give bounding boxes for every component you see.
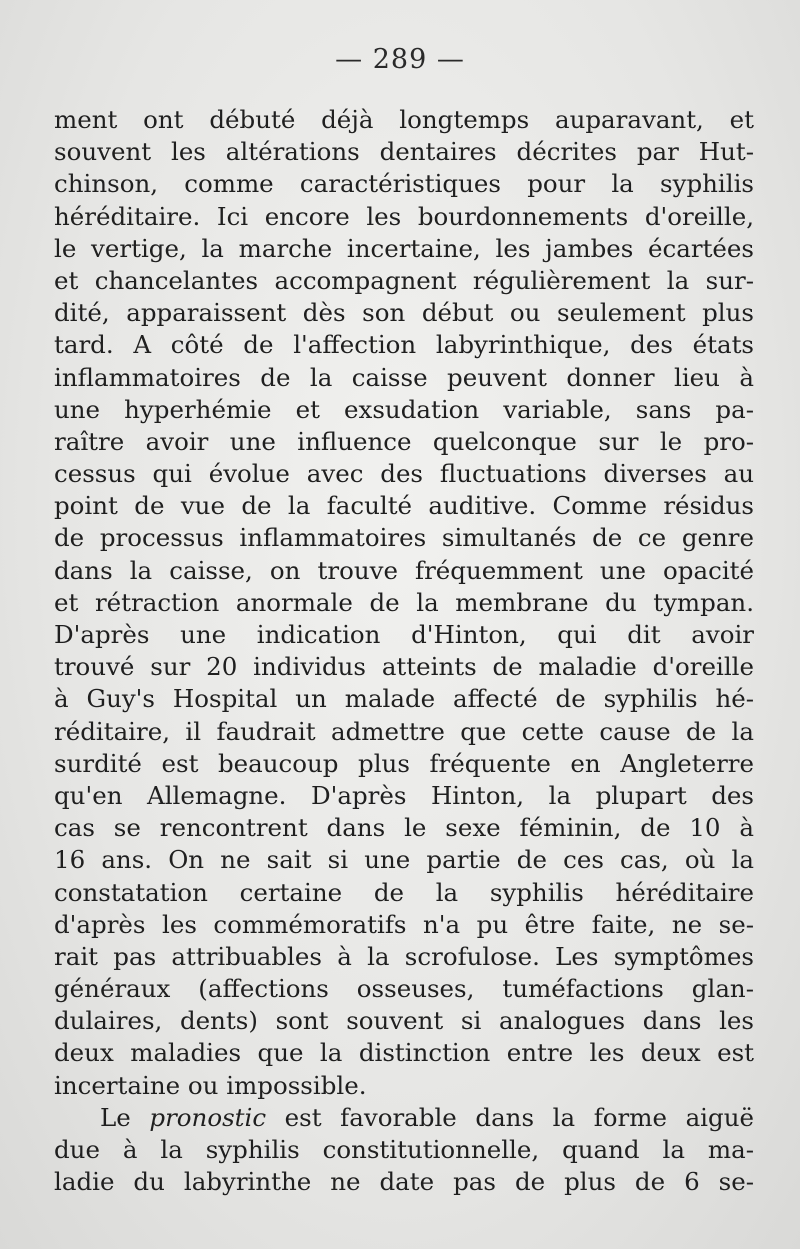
paragraph-pronostic-line-1 <box>54 1102 754 1134</box>
text-line: incertaine ou impossible. <box>54 1070 367 1100</box>
text-line: raître avoir une influence quelconque sur le pro- <box>54 426 754 456</box>
text-line: trouvé sur 20 individus atteints de maladie d'oreille <box>54 652 754 682</box>
text-line: qu'en Allemagne. D'après Hinton, la plupart des <box>54 780 754 810</box>
text-line: constatation certaine de la syphilis héréditaire <box>54 877 754 907</box>
text-line: D'après une indication d'Hinton, qui dit avoir <box>54 620 754 649</box>
text-line: le vertige, la marche incertaine, les jambes écartées <box>54 233 754 263</box>
pronostic-rest: est favorable dans la forme aiguë <box>284 1102 754 1132</box>
text-line: généraux (affections osseuses, tuméfactions glan- <box>54 974 754 1004</box>
text-line: à Guy's Hospital un malade affecté de syphilis hé- <box>54 684 754 714</box>
text-line: ment ont débuté déjà longtemps auparavant, et <box>54 105 754 134</box>
page-number: — 289 — <box>335 44 465 75</box>
text-line: et chancelantes accompagnent régulièrement la sur- <box>54 265 754 295</box>
text-line: d'après les commémoratifs n'a pu être faite, ne se- <box>54 909 754 939</box>
text-line: deux maladies que la distinction entre les deux est <box>54 1038 754 1068</box>
body-text <box>54 104 754 1198</box>
text-line: souvent les altérations dentaires décrites par Hut- <box>54 137 754 167</box>
text-line: point de vue de la faculté auditive. Comme résidus <box>54 491 754 521</box>
text-line: dans la caisse, on trouve fréquemment une opacité <box>54 555 754 585</box>
text-line: 16 ans. On ne sait si une partie de ces cas, où la <box>54 845 754 875</box>
text-line: dulaires, dents) sont souvent si analogues dans les <box>54 1006 754 1036</box>
text-line: réditaire, il faudrait admettre que cette cause de la <box>54 716 754 746</box>
text-line: chinson, comme caractéristiques pour la syphilis <box>54 169 754 199</box>
text-line: surdité est beaucoup plus fréquente en Angleterre <box>54 748 754 778</box>
text-line: ladie du labyrinthe ne date pas de plus de 6 se- <box>54 1167 754 1197</box>
text-line: héréditaire. Ici encore les bourdonnements d'oreille, <box>54 201 754 231</box>
text-line: rait pas attribuables à la scrofulose. Les symptômes <box>54 941 754 971</box>
text-line: dité, apparaissent dès son début ou seulement plus <box>54 298 754 328</box>
text-line: une hyperhémie et exsudation variable, sans pa- <box>54 394 754 424</box>
text-line: due à la syphilis constitutionnelle, quand la ma- <box>54 1135 754 1164</box>
text-line: et rétraction anormale de la membrane du tympan. <box>54 587 754 617</box>
text-line: de processus inflammatoires simultanés de ce genre <box>54 523 754 553</box>
text-line: inflammatoires de la caisse peuvent donner lieu à <box>54 362 754 392</box>
text-line: cas se rencontrent dans le sexe féminin, de 10 à <box>54 813 754 843</box>
text-line: cessus qui évolue avec des fluctuations diverses au <box>54 459 754 489</box>
text-line: tard. A côté de l'affection labyrinthique, des états <box>54 330 754 360</box>
pronostic-italic-term: pronostic <box>149 1102 267 1132</box>
pronostic-lead: Le <box>100 1102 131 1132</box>
